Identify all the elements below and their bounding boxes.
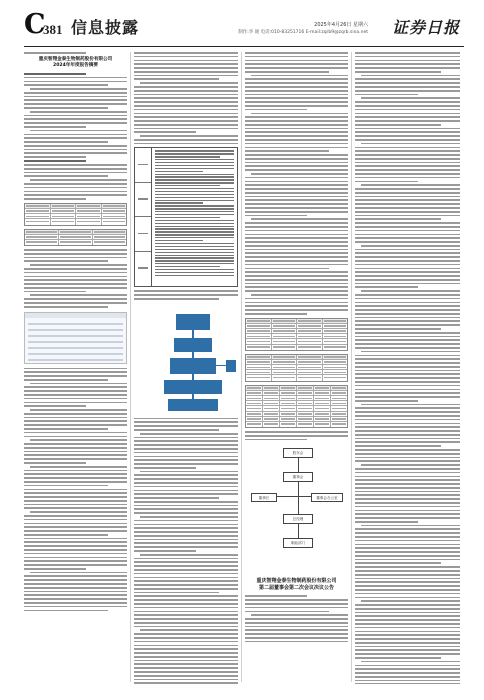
column-divider <box>130 52 131 682</box>
org-box: 股东会 <box>283 448 313 458</box>
financial-table <box>245 385 348 429</box>
data-table <box>24 203 127 226</box>
column-divider <box>241 52 242 682</box>
column-2 <box>134 52 238 684</box>
notice-title-line: 第二届董事会第二次会议决议公告 <box>258 584 334 591</box>
process-flowchart <box>134 304 238 414</box>
financial-table <box>245 354 348 382</box>
org-box: 董事会办公室 <box>311 493 343 502</box>
article-title <box>24 57 127 69</box>
org-chart <box>245 446 348 574</box>
section-title: 信息披露 <box>71 18 140 37</box>
column-3 <box>245 52 348 684</box>
editor-info: 制作:李 媛 电话:010-83251716 E-mail:zqrb9@zqrb.sina.net <box>238 30 368 35</box>
column-1 <box>24 52 127 684</box>
business-table <box>134 147 238 287</box>
page-number: 381 <box>43 22 63 37</box>
financial-table <box>245 318 348 351</box>
org-box: 董事长 <box>251 493 277 502</box>
data-table <box>24 229 127 247</box>
section-letter: C <box>24 9 46 40</box>
notice-title-line: 重庆智翔金泰生物制药股份有限公司 <box>256 578 337 585</box>
embedded-table-image <box>24 312 127 364</box>
org-box: 董事会 <box>283 472 313 482</box>
org-box: 职能部门 <box>283 538 313 548</box>
date-line: 2025年4月26日 星期六 <box>314 22 368 28</box>
column-4 <box>355 52 460 684</box>
page-header <box>0 0 484 44</box>
org-box: 总经理 <box>283 514 313 524</box>
newspaper-logo: 证券日报 <box>391 18 460 37</box>
article-title-line: 重庆智翔金泰生物制药股份有限公司 <box>38 56 113 62</box>
column-divider <box>351 52 352 682</box>
notice-title <box>245 578 348 591</box>
article-title-line: 2024年年度报告摘要 <box>53 62 98 68</box>
header-rule <box>24 46 464 47</box>
